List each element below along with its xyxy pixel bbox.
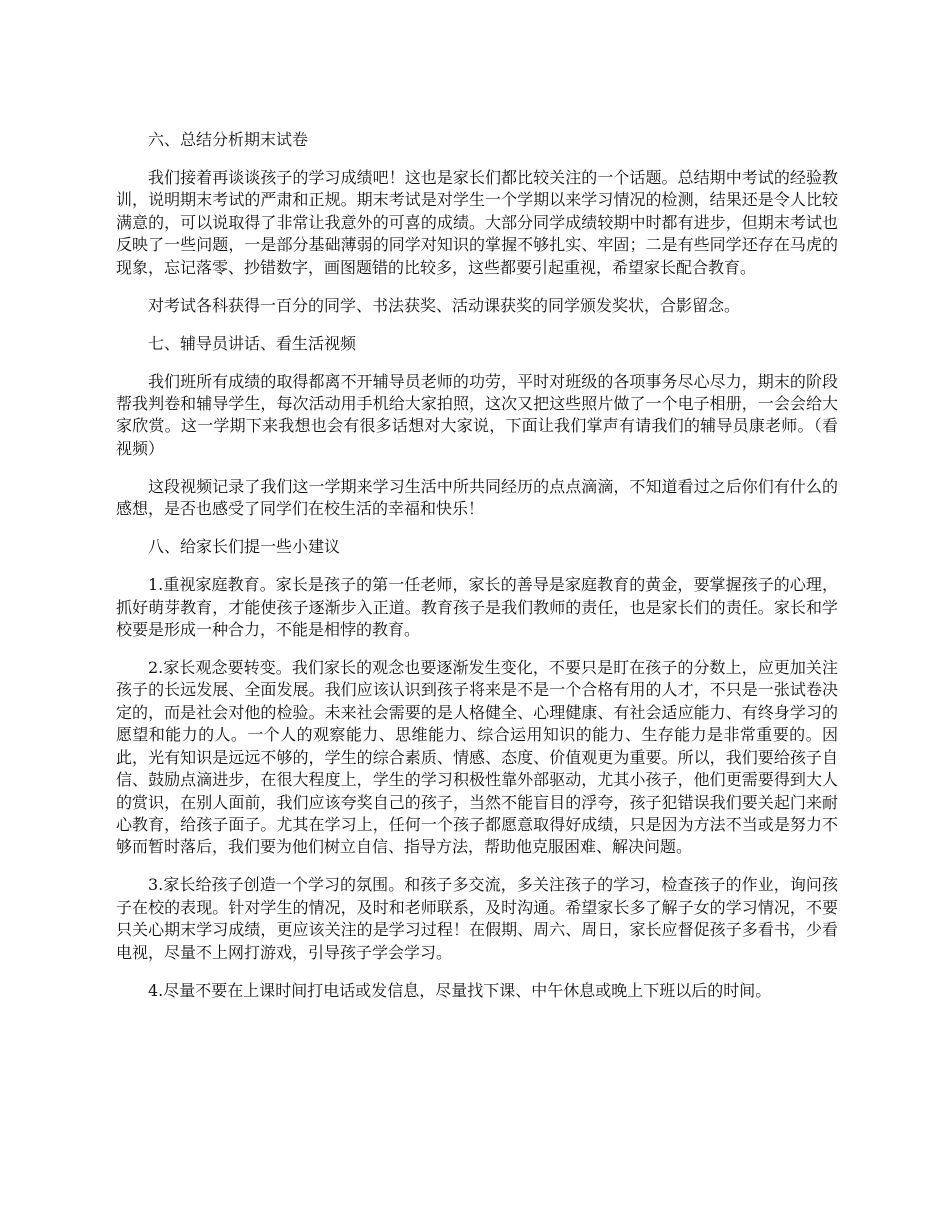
paragraph-suggestion-4: 4.尽量不要在上课时间打电话或发信息，尽量找下课、中午休息或晚上下班以后的时间。 (148, 980, 772, 1000)
paragraph-suggestion-3: 3.家长给孩子创造一个学习的氛围。和孩子多交流，多关注孩子的学习，检查孩子的作业，询问孩子在校的表现。针对学生的情况，及时和老师联系，及时沟通。希望家长多了解子女的学习情况，不要只关心期末学习成绩，更应该关注的是学习过程！在假期、周六、周日，家长应督促孩子多看书，少看电视，尽量不上网打游戏，引导孩子学会学习。 (116, 875, 838, 962)
paragraph-suggestion-1: 1.重视家庭教育。家长是孩子的第一任老师，家长的善导是家庭教育的黄金，要掌握孩子的心理，抓好萌芽教育，才能使孩子逐渐步入正道。教育孩子是我们教师的责任，也是家长们的责任。家长和学校要是形成一种合力，不能是相悖的教育。 (116, 575, 838, 640)
section-heading-parent-suggestions: 八、给家长们提一些小建议 (148, 537, 341, 557)
paragraph-awards: 对考试各科获得一百分的同学、书法获奖、活动课获奖的同学颁发奖状，合影留念。 (148, 295, 741, 315)
paragraph-exam-results: 我们接着再谈谈孩子的学习成绩吧！这也是家长们都比较关注的一个话题。总结期中考试的经验教训，说明期末考试的严肃和正规。期末考试是对学生一个学期以来学习情况的检测，结果还是令人比较满意的，可以说取得了非常让我意外的可喜的成绩。大部分同学成绩较期中时都有进步，但期末考试也反映了一些问题，一是部分基础薄弱的同学对知识的掌握不够扎实、牢固；二是有些同学还存在马虎的现象，忘记落零、抄错数字，画图题错的比较多，这些都要引起重视，希望家长配合教育。 (116, 168, 838, 277)
section-heading-summary-exam: 六、总结分析期末试卷 (148, 130, 309, 149)
paragraph-counselor-thanks: 我们班所有成绩的取得都离不开辅导员老师的功劳，平时对班级的各项事务尽心尽力，期末的阶段帮我判卷和辅导学生，每次活动用手机给大家拍照，这次又把这些照片做了一个电子相册，一会会给大家欣赏。这一学期下来我想也会有很多话想对大家说，下面让我们掌声有请我们的辅导员康老师。（看视频） (116, 371, 838, 458)
document-page (116, 129, 838, 1018)
section-heading-counselor-video: 七、辅导员讲话、看生活视频 (148, 333, 357, 353)
paragraph-suggestion-2: 2.家长观念要转变。我们家长的观念也要逐渐发生变化，不要只是盯在孩子的分数上，应更加关注孩子的长远发展、全面发展。我们应该认识到孩子将来是不是一个合格有用的人才，不只是一张试卷决定的，而是社会对他的检验。未来社会需要的是人格健全、心理健康、有社会适应能力、有终身学习的愿望和能力的人。一个人的观察能力、思维能力、综合运用知识的能力、生存能力是非常重要的。因此，光有知识是远远不够的，学生的综合素质、情感、态度、价值观更为重要。所以，我们要给孩子自信、鼓励点滴进步，在很大程度上，学生的学习积极性靠外部驱动，尤其小孩子，他们更需要得到大人的赏识，在别人面前，我们应该夸奖自己的孩子，当然不能盲目的浮夸，孩子犯错误我们要关起门来耐心教育，给孩子面子。尤其在学习上，任何一个孩子都愿意取得好成绩，只是因为方法不当或是努力不够而暂时落后，我们要为他们树立自信、指导方法，帮助他克服困难、解决问题。 (116, 658, 838, 857)
paragraph-video-reflection: 这段视频记录了我们这一学期来学习生活中所共同经历的点点滴滴，不知道看过之后你们有什么的感想，是否也感受了同学们在校生活的幸福和快乐！ (116, 476, 838, 519)
